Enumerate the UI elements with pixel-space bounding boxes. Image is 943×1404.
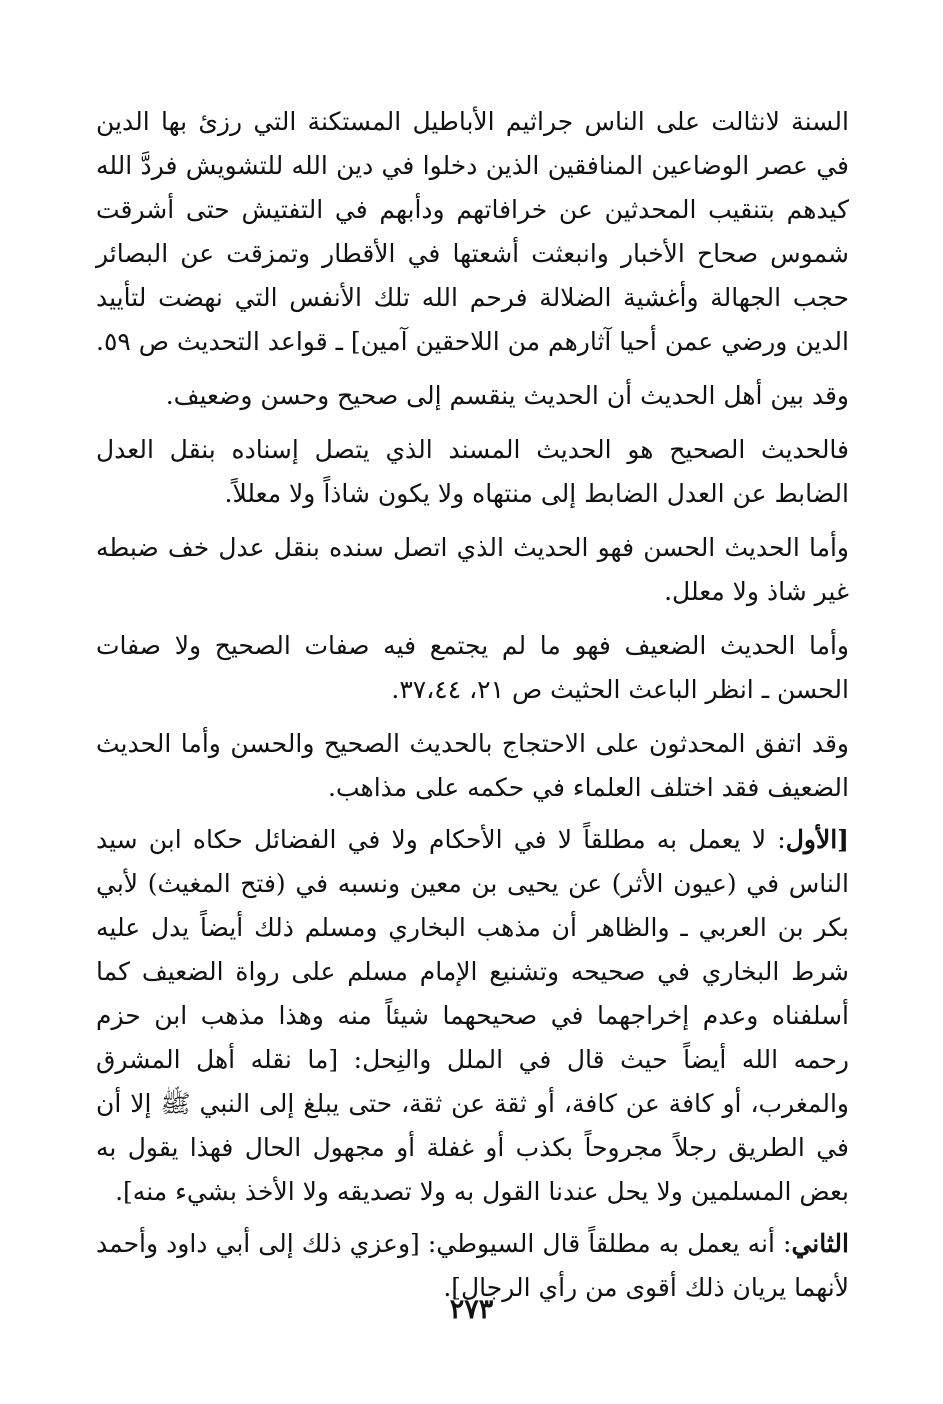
body-text xyxy=(96,100,849,1320)
paragraph-3: فالحديث الصحيح هو الحديث المسند الذي يتصل إسناده بنقل العدل الضابط عن العدل الضابط إلى منتهاه ولا يكون شاذاً ولا معللاً. xyxy=(96,435,849,508)
paragraph-2: وقد بين أهل الحديث أن الحديث ينقسم إلى صحيح وحسن وضعيف. xyxy=(165,381,849,410)
paragraph-1: السنة لانثالت على الناس جراثيم الأباطيل المستكنة التي رزئ بها الدين في عصر الوضاعين المنافقين الذين دخلوا في دين الله للتشويش فردَّ الله كيدهم بتنقيب المحدثين عن خرافاتهم ودأبهم في التفتيش حتى أشرقت شموس صحاح الأخبار وانبعثت أشعتها في الأقطار وتمزقت عن البصائر حجب الجهالة وأغشية الضلالة فرحم الله تلك الأنفس التي نهضت لتأييد الدين ورضي عمن أحيا آثارهم من اللاحقين آمين] ـ قواعد التحديث ص ٥٩. xyxy=(96,107,849,356)
paragraph-8-lead: الثاني xyxy=(791,1229,849,1258)
paragraph-7 xyxy=(96,818,849,1214)
paragraph-8-text: : أنه يعمل به مطلقاً قال السيوطي: [وعزي ذلك إلى أبي داود وأحمد لأنهما يريان ذلك أقوى من رأي الرجال]. xyxy=(96,1229,849,1302)
paragraph-5: وأما الحديث الضعيف فهو ما لم يجتمع فيه صفات الصحيح ولا صفات الحسن ـ انظر الباعث الحثيث ص ٢١، ٣٧،٤٤. xyxy=(96,631,849,704)
paragraph-6: وقد اتفق المحدثون على الاحتجاج بالحديث الصحيح والحسن وأما الحديث الضعيف فقد اختلف العلماء في حكمه على مذاهب. xyxy=(96,729,849,802)
paragraph-7-text: : لا يعمل به مطلقاً لا في الأحكام ولا في الفضائل حكاه ابن سيد الناس في (عيون الأثر) عن يحيى بن معين ونسبه في (فتح المغيث) لأبي بكر بن العربي ـ والظاهر أن مذهب البخاري ومسلم ذلك أيضاً يدل عليه شرط البخاري في صحيحه وتشنيع الإمام مسلم على رواة الضعيف كما أسلفناه وعدم إخراجهما في صحيحهما شيئاً منه وهذا مذهب ابن حزم رحمه الله أيضاً حيث قال في الملل والنِحل: [ما نقله أهل المشرق والمغرب، أو كافة عن كافة، أو ثقة عن ثقة، حتى يبلغ إلى النبي ﷺ إلا أن في الطريق رجلاً مجروحاً بكذب أو غفلة أو مجهول الحال فهذا يقول به بعض المسلمين ولا يحل عندنا القول به ولا تصديقه ولا الأخذ بشيء منه]. xyxy=(96,825,849,1206)
page-number: ٢٧٣ xyxy=(449,1294,494,1325)
paragraph-4: وأما الحديث الحسن فهو الحديث الذي اتصل سنده بنقل عدل خف ضبطه غير شاذ ولا معلل. xyxy=(96,533,849,606)
paragraph-7-lead: [الأول xyxy=(785,825,849,854)
